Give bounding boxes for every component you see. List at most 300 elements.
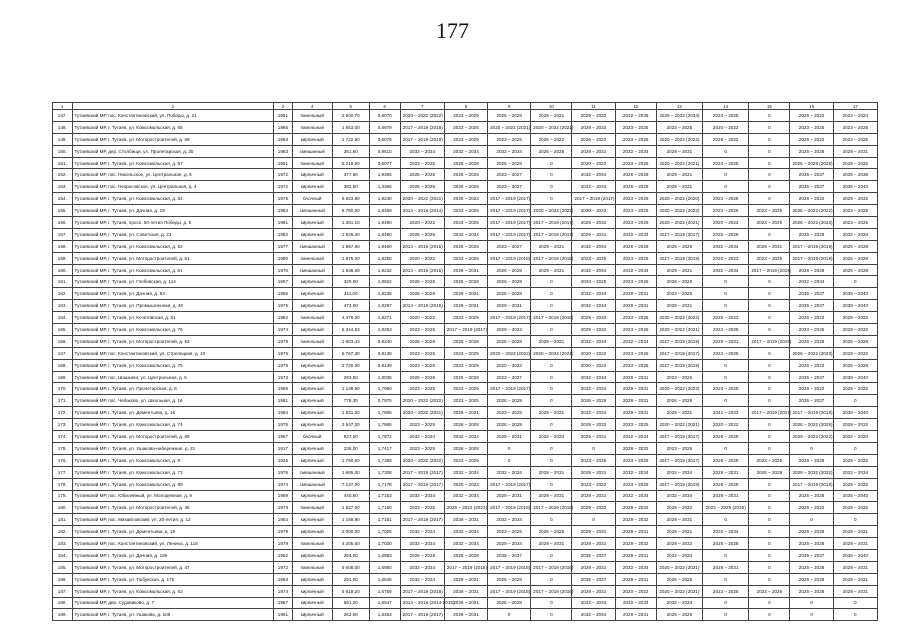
table-cell: 2035 – 2037 (790, 371, 833, 383)
table-cell: 151. (53, 157, 73, 169)
table-cell: 2026 – 2028 (790, 573, 833, 585)
table-cell: 2017 – 2019 (2019) (656, 335, 702, 347)
table-cell: кирпичный (292, 573, 332, 585)
table-cell: 2032 – 2034 (703, 264, 749, 276)
table-cell: 168. (53, 359, 73, 371)
table-cell: Тутаевский МР, пос. Некрасовское, ул. Центральная, д. 4 (72, 181, 274, 193)
table-cell: 2026 – 2028 (400, 549, 444, 561)
table-cell: 2020 – 2022 (572, 205, 615, 217)
table-cell: 2023 – 2025 (615, 276, 656, 288)
table-cell: 2035 – 2037 (572, 573, 615, 585)
table-cell: 2020 – 2022 (572, 347, 615, 359)
table-cell: 2023 – 2025 (656, 288, 702, 300)
table-cell: 0 (749, 276, 790, 288)
table-cell: Тутаевский МР, пос. Константиновский, ул. Ленина, д. 116 (72, 538, 274, 550)
table-cell: 2023 – 2025 (703, 383, 749, 395)
table-cell: 0 (531, 609, 572, 621)
table-cell: 2032 – 2034 (615, 335, 656, 347)
table-cell: 0 (790, 597, 833, 609)
table-cell: 1975 (274, 419, 293, 431)
table-cell: 2017 – 2019 (2017) (531, 228, 572, 240)
table-cell: 2029 – 2031 (444, 573, 487, 585)
table-cell: 2023 – 2025 (615, 312, 656, 324)
table-cell: 2032 – 2034 (572, 609, 615, 621)
table-cell: 0 (790, 442, 833, 454)
table-cell: 183. (53, 538, 73, 550)
table-cell: 2023 – 2025 (790, 121, 833, 133)
table-cell: 2026 – 2028 (531, 145, 572, 157)
table-cell: 2032 – 2034 (444, 145, 487, 157)
table-cell: 2029 – 2031 (572, 585, 615, 597)
table-cell: 0 (749, 526, 790, 538)
table-cell: Тутаевский МР, г. Тутаев, ул. Моторостроителей, д. 52 (72, 335, 274, 347)
table-cell: 2026 – 2028 (790, 490, 833, 502)
table-cell: 2029 – 2032 (615, 442, 656, 454)
table-cell: 153. (53, 181, 73, 193)
table-cell: 2020 – 2022 (444, 193, 487, 205)
table-cell: 2017 – 2019 (2019) (749, 335, 790, 347)
table-cell: 1974 (274, 478, 293, 490)
table-cell: 440,50 (332, 490, 369, 502)
table-cell: 2023 – 2022 (572, 478, 615, 490)
table-cell: 0 (703, 442, 749, 454)
table-cell: 2029 – 2031 (833, 573, 877, 585)
table-cell: 1977 (274, 240, 293, 252)
header-cell: 16 (790, 103, 833, 110)
table-cell: панельный (292, 561, 332, 573)
table-cell: 2023 – 2025 (615, 478, 656, 490)
table-cell: 2026 – 2022 (2023) (790, 217, 833, 229)
table-cell: 2023 – 2025 (749, 217, 790, 229)
table-cell: 2017 – 2019 (2017) (749, 407, 790, 419)
table-cell: 1979 (274, 538, 293, 550)
table-cell: 2023 – 2025 (615, 133, 656, 145)
table-cell: 2020 – 2022 (2021) (656, 561, 702, 573)
table-cell: Тутаевский МР, г. Тутаев, ул. Комсомольская, д. 8 (72, 454, 274, 466)
table-cell: 2029 – 2031 (703, 490, 749, 502)
table-cell: 2020 – 2022 (400, 312, 444, 324)
table-cell: 1,8822 (369, 276, 400, 288)
table-cell: 1,6645 (369, 573, 400, 585)
table-row (53, 573, 878, 585)
table-cell: 0 (749, 609, 790, 621)
table-cell: 2023 – 2025 (2025) (703, 502, 749, 514)
table-cell: 2029 – 2032 (656, 502, 702, 514)
table-row (53, 466, 878, 478)
table-cell: 283,50 (332, 371, 369, 383)
table-cell: 1,7865 (369, 407, 400, 419)
table-row (53, 312, 878, 324)
table-cell: 2026 – 2028 (703, 538, 749, 550)
table-cell: 2029 – 2031 (444, 597, 487, 609)
table-cell: 0 (703, 181, 749, 193)
table-cell: 0 (531, 288, 572, 300)
table-cell: 162. (53, 288, 73, 300)
table-cell: 2 000,00 (332, 526, 369, 538)
table-cell: 2026 – 2022 (790, 133, 833, 145)
table-row (53, 276, 878, 288)
table-row (53, 442, 878, 454)
table-cell: 2020 – 2022 (2022) (400, 454, 444, 466)
table-cell: 2026 – 2022 (790, 312, 833, 324)
table-cell: 2014 – 2016 (2014-2015) (400, 597, 444, 609)
table-cell: 2023 – 2025 (615, 454, 656, 466)
table-cell: 2017 – 2019 (2017) (488, 193, 531, 205)
table-cell: 2029 – 2031 (656, 300, 702, 312)
table-cell: 2026 – 2028 (444, 169, 487, 181)
table-cell: 2038 – 2040 (833, 407, 877, 419)
table-cell: 2026 – 2022 (572, 133, 615, 145)
table-cell: кирпичный (292, 549, 332, 561)
table-cell: 1,8250 (369, 252, 400, 264)
table-cell: 2032 – 2034 (572, 383, 615, 395)
table-cell: 1 831,00 (332, 407, 369, 419)
table-cell: Тутаевский МР, пос. Чебаково, ул. Школьная, д. 16 (72, 395, 274, 407)
table-cell: 2029 – 2031 (572, 490, 615, 502)
table-cell: 0 (531, 181, 572, 193)
table-cell: 0 (749, 431, 790, 443)
table-cell: 2020 – 2022 (703, 252, 749, 264)
table-cell: 0 (703, 514, 749, 526)
table-cell: 2032 – 2034 (572, 288, 615, 300)
table-cell: 2032 – 2034 (572, 181, 615, 193)
table-cell: 2020 – 2022 (703, 121, 749, 133)
header-cell: 11 (572, 103, 615, 110)
table-cell: 2029 – 2031 (703, 335, 749, 347)
table-cell: 0 (749, 193, 790, 205)
table-cell: 1972 (274, 181, 293, 193)
table-cell: 1,8271 (369, 312, 400, 324)
table-cell: 2029 – 2032 (833, 454, 877, 466)
table-cell: 2023 – 2025 (833, 205, 877, 217)
table-cell: 0 (749, 371, 790, 383)
table-cell: 2023 – 2025 (400, 324, 444, 336)
table-cell: 2026 – 2028 (400, 169, 444, 181)
table-cell: 2029 – 2031 (531, 335, 572, 347)
table-cell: 377,80 (332, 169, 369, 181)
table-cell: 927,50 (332, 431, 369, 443)
table-cell: 2023 – 2025 (400, 157, 444, 169)
table-cell: 2023 – 2025 (703, 324, 749, 336)
table-cell: 2032 – 2034 (488, 514, 531, 526)
table-cell: Тутаевский МР, г. Тутаев, ул. Комсомольская, д. 62 (72, 240, 274, 252)
table-cell: 2026 – 2028 (2028) (790, 157, 833, 169)
table-cell: 0 (703, 395, 749, 407)
table-cell: 2014 – 2016 (2015) (400, 240, 444, 252)
table-cell: 2026 – 2028 (400, 181, 444, 193)
table-cell: 2026 – 2028 (444, 335, 487, 347)
table-cell: 1983 (274, 205, 293, 217)
table-cell: 0 (488, 442, 531, 454)
table-row (53, 205, 878, 217)
table-cell: кирпичный (292, 133, 332, 145)
table-cell: кирпичный (292, 526, 332, 538)
table-cell: 2020 – 2022 (2021) (656, 585, 702, 597)
table-row (53, 395, 878, 407)
table-cell: 2017 – 2019 (2017) (572, 193, 615, 205)
table-cell: 2032 – 2034 (703, 240, 749, 252)
table-cell: 2023 – 2025 (400, 442, 444, 454)
table-cell: 2023 – 2025 (488, 526, 531, 538)
table-cell: 0 (749, 561, 790, 573)
table-cell: 2029 – 2032 (572, 217, 615, 229)
table-cell: 2023 – 2025 (790, 324, 833, 336)
table-cell: 152. (53, 169, 73, 181)
table-cell: 2026 – 2028 (703, 431, 749, 443)
table-cell: 2026 – 2022 (2025) (790, 419, 833, 431)
table-cell: 1969 (274, 383, 293, 395)
table-cell: 176. (53, 454, 73, 466)
table-cell: 2032 – 2034 (833, 431, 877, 443)
table-cell: 1 827,00 (332, 502, 369, 514)
table-cell: 2017 – 2019 (2018) (400, 121, 444, 133)
table-cell: 2026 – 2028 (790, 538, 833, 550)
table-row (53, 324, 878, 336)
table-row (53, 585, 878, 597)
table-cell: 2017 – 2019 (2018) (531, 252, 572, 264)
table-cell: 1,6547 (369, 597, 400, 609)
table-cell: 0,8070 (369, 110, 400, 122)
table-cell: 2032 – 2034 (833, 228, 877, 240)
table-cell: 1973 (274, 502, 293, 514)
table-cell: 1,7178 (369, 478, 400, 490)
table-cell: 2026 – 2028 (790, 454, 833, 466)
table-cell: 0 (531, 193, 572, 205)
table-cell: 1 825,40 (332, 228, 369, 240)
table-row (53, 371, 878, 383)
table-cell: 291,00 (332, 573, 369, 585)
table-cell: 2023 – 2025 (833, 217, 877, 229)
table-cell: Тутаевский МР, г. Тутаев, ул. Моторостроителей, д. 59 (72, 133, 274, 145)
table-cell: 2029 – 2031 (703, 561, 749, 573)
table-cell: 1962 (274, 549, 293, 561)
table-cell: 1,7020 (369, 538, 400, 550)
table-cell: 0 (749, 383, 790, 395)
table-cell: 2029 – 2032 (833, 419, 877, 431)
table-cell: 2023 – 2025 (400, 383, 444, 395)
table-cell: 0,7875 (369, 395, 400, 407)
table-cell: 0 (749, 549, 790, 561)
table-cell: 4 478,00 (332, 312, 369, 324)
table-cell: 2017 – 2019 (2017) (444, 324, 487, 336)
table-cell: 0 (531, 395, 572, 407)
table-row (53, 454, 878, 466)
table-cell: 2026 – 2028 (790, 145, 833, 157)
table-cell: 2026 – 2028 (790, 335, 833, 347)
table-cell: 2029 – 2031 (572, 145, 615, 157)
table-cell: 2023 – 2025 (703, 347, 749, 359)
table-cell: 0 (749, 288, 790, 300)
table-cell: 0 (749, 597, 790, 609)
table-cell: 264,00 (332, 549, 369, 561)
table-cell: 1,3365 (369, 181, 400, 193)
table-cell: 2029 – 2031 (572, 228, 615, 240)
header-cell: 15 (749, 103, 790, 110)
table-cell: 2026 – 2028 (488, 597, 531, 609)
table-cell: 2029 – 2032 (833, 478, 877, 490)
table-cell: Тутаевский МР, пос. Никольское, ул. Центральная, д. 6 (72, 169, 274, 181)
table-cell: 1976 (274, 347, 293, 359)
table-cell: 2029 – 2031 (531, 264, 572, 276)
table-cell: 0 (749, 312, 790, 324)
table-cell: 1966 (274, 121, 293, 133)
header-cell: 1 (53, 103, 73, 110)
table-cell: 2020 – 2022 (2021) (656, 419, 702, 431)
table-cell: 2026 – 2028 (444, 442, 487, 454)
table-cell: 1 750,60 (332, 454, 369, 466)
table-cell: 2017 – 2019 (2017) (400, 478, 444, 490)
table-cell: 2029 – 2031 (615, 407, 656, 419)
table-cell: панельный (292, 538, 332, 550)
table-row (53, 538, 878, 550)
table-cell: 2026 – 2028 (703, 454, 749, 466)
table-cell: Тутаевский МР, г. Тутаев, ул. Комсомольская, д. 89 (72, 478, 274, 490)
table-cell: 2032 – 2034 (572, 264, 615, 276)
table-cell: 2032 – 2034 (833, 466, 877, 478)
table-cell: 2038 – 2040 (833, 300, 877, 312)
table-cell: блочный (292, 431, 332, 443)
table-cell: Тутаевский МР, г. Тутаев, ул. Тюбукская, д. 175 (72, 573, 274, 585)
table-cell: 2023 – 2025 (400, 419, 444, 431)
table-cell: Тутаевский МР, г. Тутаев, ул. Комсомольская, д. 65 (72, 121, 274, 133)
table-cell: 2017 – 2019 (2018) (488, 585, 531, 597)
table-cell: 1,8490 (369, 228, 400, 240)
table-cell: 2032 – 2034 (615, 490, 656, 502)
table-cell: кирпичный (292, 169, 332, 181)
table-cell: 2026 – 2028 (790, 561, 833, 573)
table-cell: 0 (531, 371, 572, 383)
table-cell: кирпичный (292, 407, 332, 419)
table-cell: кирпичный (292, 383, 332, 395)
table-cell: 2032 – 2034 (400, 561, 444, 573)
table-cell: 2029 – 2031 (833, 526, 877, 538)
table-cell: 2035 – 2037 (790, 181, 833, 193)
table-cell: 2017 – 2019 (2019) (656, 252, 702, 264)
table-cell: 4 205,60 (332, 538, 369, 550)
table-cell: 1917 (274, 442, 293, 454)
table-cell: 2023 – 2025 (615, 205, 656, 217)
table-cell: 2023 – 2025 (444, 395, 487, 407)
table-cell: 188. (53, 597, 73, 609)
table-cell: 0 (703, 609, 749, 621)
table-cell: 1926 (274, 454, 293, 466)
table-cell: 2020 – 2022 (2022) (656, 312, 702, 324)
table-cell: 2020 – 2022 (2020) (656, 193, 702, 205)
table-cell: 6 923,80 (332, 193, 369, 205)
header-cell: 12 (615, 103, 656, 110)
table-cell: кирпичный (292, 585, 332, 597)
table-cell: 2026 – 2022 (790, 502, 833, 514)
table-cell: 0 (749, 169, 790, 181)
table-cell: 5 219,60 (332, 157, 369, 169)
table-cell: 2026 – 2028 (400, 371, 444, 383)
table-cell: Тутаевский МР, г. Тутаев, просп. 50-летия Победы, д. 5 (72, 217, 274, 229)
table-row (53, 121, 878, 133)
table-cell: 0 (703, 169, 749, 181)
table-cell: 2029 – 2031 (615, 549, 656, 561)
table-cell: панельный (292, 110, 332, 122)
table-cell: 2026 – 2028 (656, 240, 702, 252)
table-cell: 0 (749, 573, 790, 585)
table-cell: 2029 – 2031 (444, 300, 487, 312)
table-cell: 2029 – 2031 (444, 288, 487, 300)
table-cell: кирпичный (292, 324, 332, 336)
table-cell: 147. (53, 110, 73, 122)
table-cell: 2032 – 2034 (488, 466, 531, 478)
table-cell: 2032 – 2034 (656, 466, 702, 478)
table-cell: 0 (488, 609, 531, 621)
table-cell: 0 (531, 419, 572, 431)
table-cell: 0 (531, 300, 572, 312)
table-cell: 0 (703, 597, 749, 609)
table-cell: кирпичный (292, 454, 332, 466)
table-cell: 2029 – 2031 (833, 561, 877, 573)
header-cell: 5 (332, 103, 369, 110)
table-cell: 2029 – 2031 (531, 407, 572, 419)
table-cell: 163. (53, 300, 73, 312)
table-cell: 2020 – 2022 (400, 252, 444, 264)
table-cell: 1963 (274, 133, 293, 145)
table-cell: 2032 – 2034 (656, 490, 702, 502)
table-cell: 0 (749, 121, 790, 133)
table-row (53, 490, 878, 502)
table-cell: 2017 – 2019 (2018) (400, 585, 444, 597)
table-cell: 0 (749, 514, 790, 526)
table-cell: 2029 – 2031 (615, 371, 656, 383)
table-cell: 2017 – 2019 (2019) (656, 478, 702, 490)
table-cell: 172. (53, 407, 73, 419)
table-cell: 0 (833, 597, 877, 609)
table-cell: 2029 – 2034 (488, 538, 531, 550)
table-cell: 2029 – 2031 (531, 490, 572, 502)
table-cell: 1967 (274, 431, 293, 443)
table-cell: 0 (531, 359, 572, 371)
table-cell: 5 344,53 (332, 324, 369, 336)
table-cell: 2023 – 2025 (444, 110, 487, 122)
table-cell: 2017 – 2019 (2017) (531, 217, 572, 229)
table-cell: 2023 – 2025 (488, 407, 531, 419)
table-cell: 156. (53, 217, 73, 229)
table-cell: 2029 – 2032 (615, 538, 656, 550)
table-cell: 180. (53, 502, 73, 514)
table-cell: 2026 – 2028 (833, 264, 877, 276)
table-cell: 149. (53, 133, 73, 145)
table-row (53, 526, 878, 538)
table-cell: панельный (292, 312, 332, 324)
table-cell: 2020 – 2022 (2022) (656, 133, 702, 145)
table-cell: 262,00 (332, 609, 369, 621)
table-row (53, 288, 878, 300)
table-cell: 0 (749, 145, 790, 157)
table-cell: 775,35 (332, 395, 369, 407)
table-cell: 2029 – 2032 (833, 324, 877, 336)
table-cell: Тутаевский МР, г. Тутаев, ул. Комсомольская, д. 64 (72, 193, 274, 205)
table-cell: 165. (53, 324, 73, 336)
table-cell: 1981 (274, 217, 293, 229)
table-cell: 2023 – 2025 (703, 585, 749, 597)
table-cell: кирпичный (292, 490, 332, 502)
table-cell: 2020 – 2022 (572, 359, 615, 371)
table-cell: 185. (53, 561, 73, 573)
table-cell: 2017 – 2019 (2018) (400, 133, 444, 145)
table-cell: 0 (531, 597, 572, 609)
table-cell: 2032 – 2034 (615, 597, 656, 609)
table-cell: 2029 – 2031 (703, 466, 749, 478)
table-cell: 2026 – 2028 (615, 169, 656, 181)
table-cell: 2032 – 2034 (444, 466, 487, 478)
table-cell: 1,9365 (369, 169, 400, 181)
table-cell: 1,8236 (369, 288, 400, 300)
